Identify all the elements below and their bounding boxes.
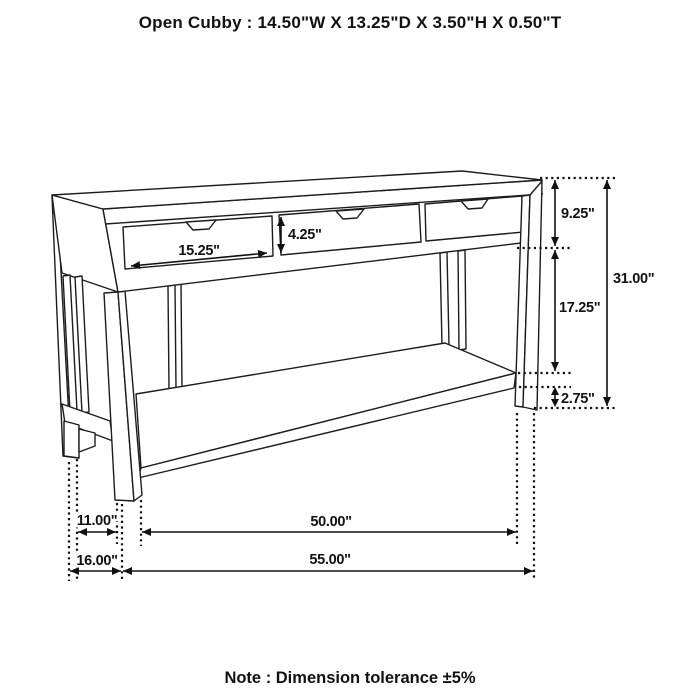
dimension-apron-height bbox=[555, 180, 595, 246]
dimension-label: 4.25" bbox=[288, 227, 322, 243]
dimension-label: 16.00" bbox=[76, 553, 118, 569]
page-title: Open Cubby : 14.50"W X 13.25"D X 3.50"H X 0.50"T bbox=[138, 13, 562, 32]
dimension-label: 55.00" bbox=[309, 552, 351, 568]
dimension-leg-gap-width bbox=[142, 514, 516, 532]
dimension-label: 17.25" bbox=[559, 300, 601, 316]
back-left-foot bbox=[64, 421, 79, 458]
dimension-label: 11.00" bbox=[76, 513, 118, 529]
back-leg-left bbox=[168, 284, 182, 390]
tolerance-note: Note : Dimension tolerance ±5% bbox=[224, 669, 476, 687]
dimension-label: 50.00" bbox=[310, 514, 352, 530]
side-slat bbox=[75, 276, 89, 413]
bottom-shelf bbox=[136, 343, 516, 478]
dimension-leg-gap-depth bbox=[77, 513, 118, 532]
dimension-label: 15.25" bbox=[178, 243, 220, 259]
dimension-shelf-clearance bbox=[555, 250, 600, 371]
dimension-foot-height bbox=[551, 387, 595, 407]
dimension-label: 2.75" bbox=[561, 391, 595, 407]
dimension-label: 31.00" bbox=[613, 271, 655, 287]
dimension-overall-width bbox=[123, 552, 533, 571]
dimension-label: 9.25" bbox=[561, 206, 595, 222]
back-leg-right bbox=[440, 250, 466, 350]
table-drawing bbox=[52, 171, 543, 501]
dimension-overall-depth bbox=[70, 553, 121, 571]
dimension-overall-height bbox=[607, 180, 654, 406]
